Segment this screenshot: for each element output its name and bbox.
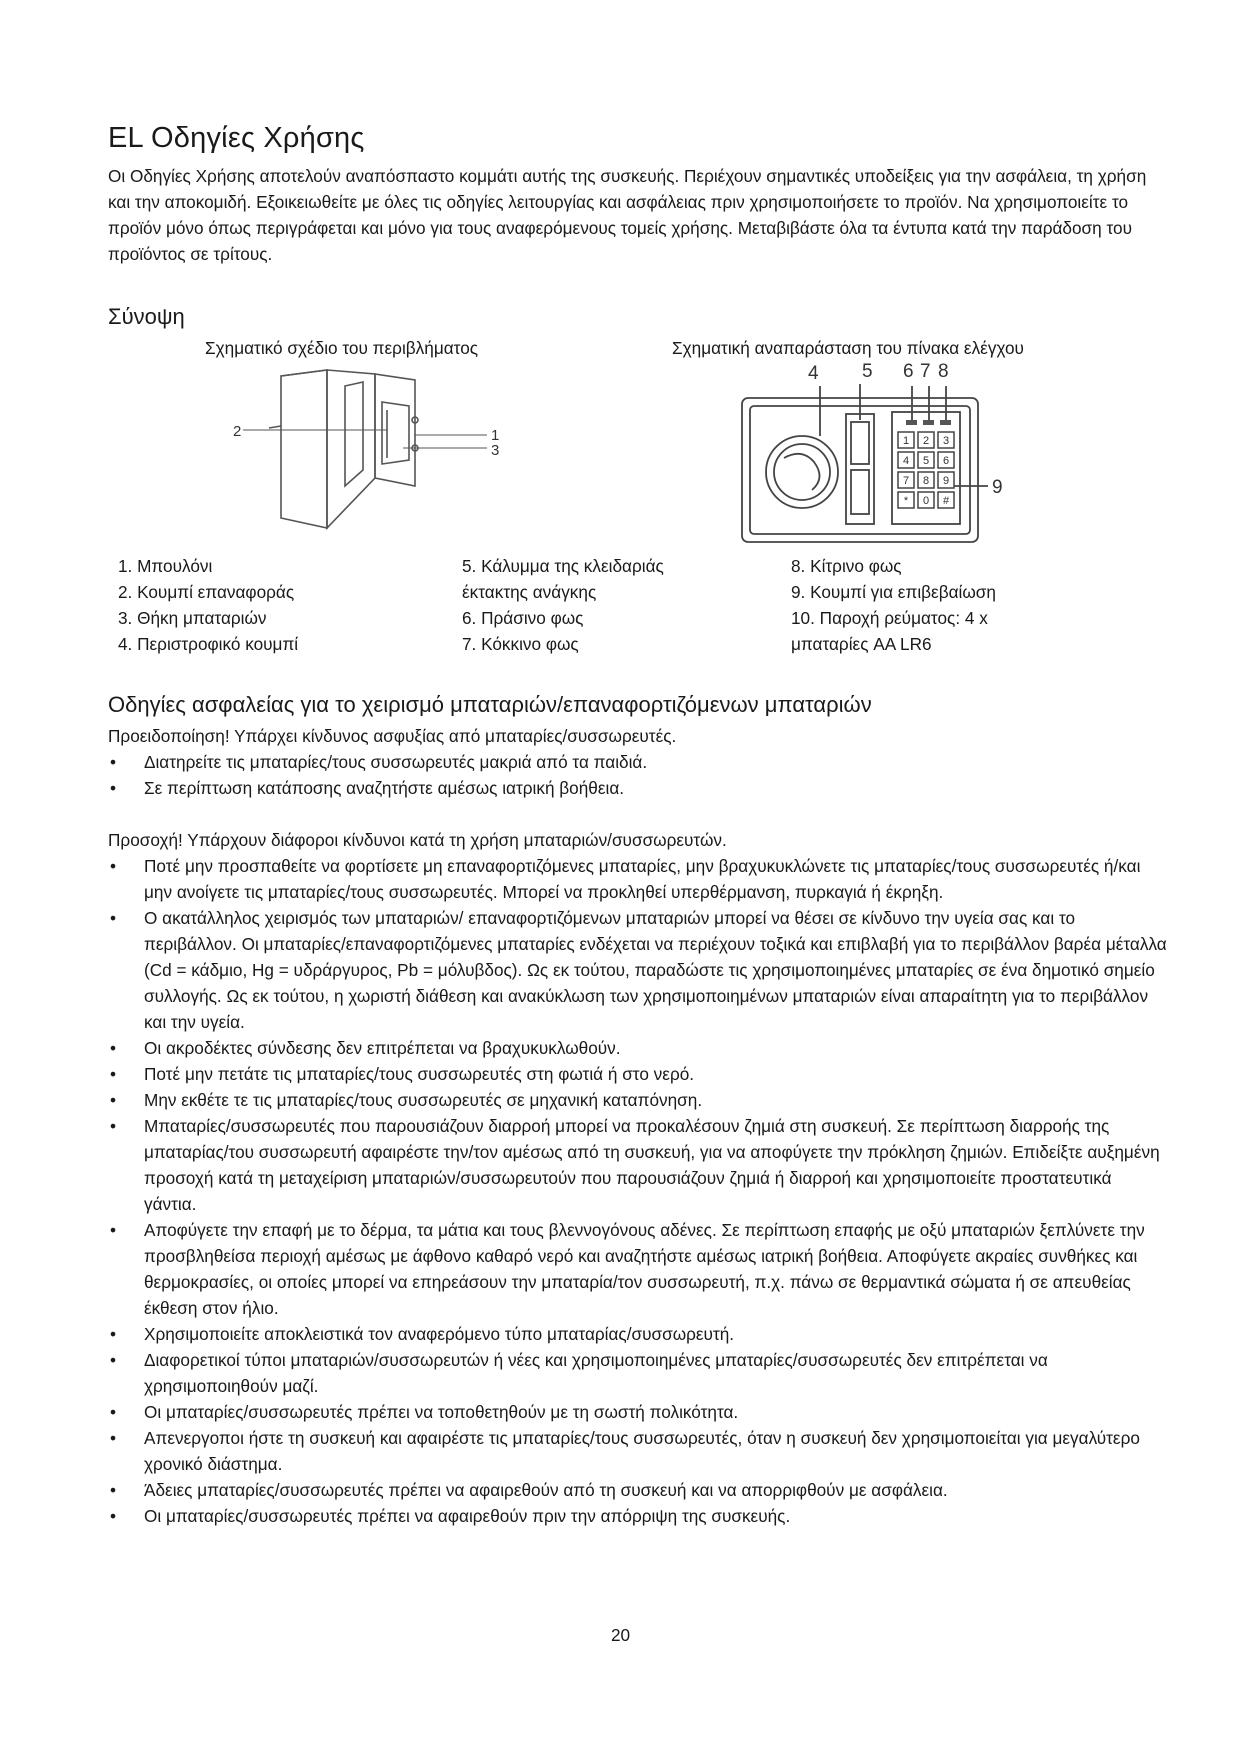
caution-list [108,853,1168,1529]
housing-label-2: 2 [233,423,242,440]
legend-item: 2. Κουμπί επαναφοράς [118,582,295,602]
key-7: 7 [902,475,910,487]
list-item: • Οι ακροδέκτες σύνδεσης δεν επιτρέπεται να βραχυκυκλωθούν. [108,1035,1168,1061]
list-item: • Μην εκθέτε τε τις μπαταρίες/τους συσσωρευτές σε μηχανική καταπόνηση. [108,1087,1168,1113]
overview-heading: Σύνοψη [108,304,185,329]
caution-text: Προσοχή! Υπάρχουν διάφοροι κίνδυνοι κατά τη χρήση μπαταριών/συσσωρευτών. [108,830,727,850]
list-item: • Διατηρείτε τις μπαταρίες/τους συσσωρευτές μακριά από τα παιδιά. [108,749,1168,775]
legend-col-3 [791,553,996,657]
safety-heading: Οδηγίες ασφαλείας για το χειρισμό μπαταριών/επαναφορτιζόμενων μπαταριών [108,692,872,717]
list-item: • Διαφορετικοί τύποι μπαταριών/συσσωρευτών ή νέες και χρησιμοποιημένες μπαταρίες/συσσωρευτές δεν επιτρέπεται να χρησιμοποιηθούν μαζί. [108,1347,1168,1399]
caution-block [108,827,1168,1529]
panel-label-9: 9 [992,477,1003,498]
list-item: • Απενεργοποι ήστε τη συσκευή και αφαιρέστε τις μπαταρίες/τους συσσωρευτές, όταν η συσκευή δεν χρησιμοποιείται για μεγαλύτερο χρονικό διάστημα. [108,1425,1168,1477]
list-item: • Ο ακατάλληλος χειρισμός των μπαταριών/ επαναφορτιζόμενων μπαταριών μπορεί να θέσει σε κίνδυνο την υγεία σας και το περιβάλλον. Οι μπαταρίες/επαναφορτιζόμενες μπαταρίες ενδέχεται να περιέχουν τοξικά και επιβλαβή για το περιβάλλον βαρέα μέταλλα (Cd = κάδμιο, Hg = υδράργυρος, Pb = μόλυβδος). Ως εκ τούτου, παραδώστε τις χρησιμοποιημένες μπαταρίες σε ένα δημοτικό σημείο συλλογής. Ως εκ τούτου, η χωριστή διάθεση και ανακύκλωση των χρησιμοποιημένων μπαταριών είναι απαραίτητη για το περιβάλλον και την υγεία. [108,905,1168,1035]
panel-label-6: 6 [903,362,914,382]
caption-housing: Σχηματικό σχέδιο του περιβλήματος [205,338,479,358]
warning-list [108,749,1168,801]
control-panel-diagram [740,362,1020,546]
page-number: 20 [610,1625,631,1645]
list-item: • Μπαταρίες/συσσωρευτές που παρουσιάζουν διαρροή μπορεί να προκαλέσουν ζημιά στη συσκευή. Σε περίπτωση διαρροής της μπαταρίας/του συσσωρευτή αφαιρέστε την/τον αμέσως από τη συσκευή, για να αποφύγετε την πρόκληση ζημιών. Επιδείξτε αυξημένη προσοχή κατά τη μεταχείριση μπαταριών/συσσωρευτούν που παρουσιάζουν ζημιά ή διαρροή και χρησιμοποιείτε προστατευτικά γάντια. [108,1113,1168,1217]
list-item: • Χρησιμοποιείτε αποκλειστικά τον αναφερόμενο τύπο μπαταρίας/συσσωρευτή. [108,1321,1168,1347]
list-item: • Ποτέ μην προσπαθείτε να φορτίσετε μη επαναφορτιζόμενες μπαταρίες, μην βραχυκυκλώνετε τις μπαταρίες/τους συσσωρευτές ή/και μην ανοίγετε τις μπαταρίες/τους συσσωρευτές. Μπορεί να προκληθεί υπερθέρμανση, πυρκαγιά ή έκρηξη. [108,853,1168,905]
key-3: 3 [942,435,950,447]
list-item: • Άδειες μπαταρίες/συσσωρευτές πρέπει να αφαιρεθούν από τη συσκευή και να απορριφθούν με ασφάλεια. [108,1477,1168,1503]
key-0: 0 [922,495,930,507]
key-1: 1 [902,435,910,447]
key-2: 2 [922,435,930,447]
legend-item: έκτακτης ανάγκης [462,582,597,602]
intro-paragraph: Οι Οδηγίες Χρήσης αποτελούν αναπόσπαστο κομμάτι αυτής της συσκευής. Περιέχουν σημαντικές υποδείξεις για την ασφάλεια, τη χρήση και την αποκομιδή. Εξοικειωθείτε με όλες τις οδηγίες λειτουργίας και ασφάλειας πριν χρησιμοποιήσετε το προϊόν. Να χρησιμοποιείτε το προϊόν μόνο όπως περιγράφεται και μόνο για τους αναφερόμενους τομείς χρήσης. Μεταβιβάστε όλα τα έντυπα κατά την παράδοση του προϊόντος σε τρίτους. [108,166,1147,264]
panel-label-4: 4 [808,363,819,384]
legend-item: 10. Παροχή ρεύματος: 4 x [791,608,988,628]
warning-text: Προειδοποίηση! Υπάρχει κίνδυνος ασφυξίας από μπαταρίες/συσσωρευτές. [108,726,677,746]
panel-label-8: 8 [938,362,949,382]
list-item: • Αποφύγετε την επαφή με το δέρμα, τα μάτια και τους βλεννογόνους αδένες. Σε περίπτωση επαφής με οξύ μπαταριών ξεπλύνετε την προσβληθείσα περιοχή αμέσως με άφθονο καθαρό νερό και αναζητήστε αμέσως ιατρική βοήθεια. Αποφύγετε ακραίες συνθήκες και θερμοκρασίες, οι οποίες μπορεί να επηρεάσουν την μπαταρία/τον συσσωρευτή, π.χ. πάνω σε θερμαντικά σώματα ή σε απευθείας έκθεση στον ήλιο. [108,1217,1168,1321]
legend-item: μπαταρίες AA LR6 [791,634,932,654]
legend-item: 6. Πράσινο φως [462,608,584,628]
legend-item: 9. Κουμπί για επιβεβαίωση [791,582,996,602]
key-8: 8 [922,475,930,487]
key-6: 6 [942,455,950,467]
key-hash: # [942,495,950,507]
list-item: • Ποτέ μην πετάτε τις μπαταρίες/τους συσσωρευτές στη φωτιά ή στο νερό. [108,1061,1168,1087]
key-star: * [903,495,909,507]
key-4: 4 [902,455,910,467]
legend-item: 4. Περιστροφικό κουμπί [118,634,299,654]
list-item: • Οι μπαταρίες/συσσωρευτές πρέπει να αφαιρεθούν πριν την απόρριψη της συσκευής. [108,1503,1168,1529]
key-5: 5 [922,455,930,467]
list-item: • Οι μπαταρίες/συσσωρευτές πρέπει να τοποθετηθούν με τη σωστή πολικότητα. [108,1399,1168,1425]
legend-item: 1. Μπουλόνι [118,556,213,576]
list-item: • Σε περίπτωση κατάποσης αναζητήστε αμέσως ιατρική βοήθεια. [108,775,1168,801]
caption-control-panel: Σχηματική αναπαράσταση του πίνακα ελέγχου [672,338,1024,358]
page-title: EL Οδηγίες Χρήσης [108,122,365,154]
housing-diagram [225,368,525,538]
housing-label-1: 1 [491,427,500,444]
legend-item: 5. Κάλυμμα της κλειδαριάς [462,556,664,576]
key-9: 9 [942,475,950,487]
panel-label-7: 7 [920,362,931,382]
panel-label-5: 5 [862,362,873,382]
housing-label-3: 3 [491,442,500,459]
legend-col-1 [118,553,298,657]
legend-item: 3. Θήκη μπαταριών [118,608,267,628]
legend-col-2 [462,553,664,657]
legend-item: 7. Κόκκινο φως [462,634,579,654]
legend-item: 8. Κίτρινο φως [791,556,902,576]
warning-block [108,723,1168,801]
